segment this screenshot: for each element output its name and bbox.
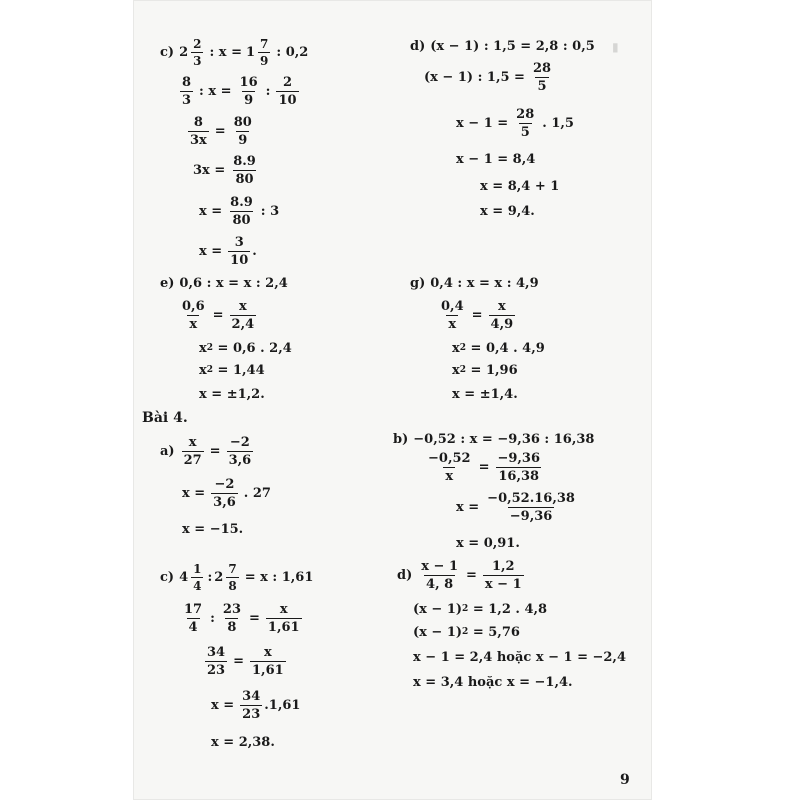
d1-line1: d) (x − 1) : 1,5 = 2,8 : 0,5 (410, 39, 595, 54)
d4-line4: x − 1 = 2,4 hoặc x − 1 = −2,4 (413, 650, 627, 665)
g1-line5: x = ±1,4. (452, 387, 518, 402)
c1-line5: x = $\frac{8.9}{80}$ : 3 (199, 195, 280, 228)
e1-line2: $\frac{0,6}{x}$ = $\frac{x}{2,4}$ (182, 299, 255, 332)
d4-line3: (x − 1) 2 = 5,76 (413, 625, 520, 640)
e1-line5: x = ±1,2. (199, 387, 265, 402)
c1-line3: $\frac{8}{3x}$ = $\frac{80}{9}$ (190, 115, 252, 148)
c1-line6: x = $\frac{3}{10}$ . (199, 235, 257, 268)
c4-line1: c) 4 $\frac{1}{4}$ : 2 $\frac{7}{8}$ = x : 1,61 (160, 562, 314, 593)
e1-line4: x 2 = 1,44 (199, 363, 265, 378)
a4-line3: x = −15. (182, 522, 244, 537)
g1-line4: x 2 = 1,96 (452, 363, 518, 378)
b4-line4: x = 0,91. (456, 536, 520, 551)
g1-line2: $\frac{0,4}{x}$ = $\frac{x}{4,9}$ (441, 299, 514, 332)
b4-line2: $\frac{-0,52}{x}$ = $\frac{-9,36}{16,38}$ (428, 451, 541, 484)
c4-line2: $\frac{17}{4}$ : $\frac{23}{8}$ = $\frac{x}{1,61}$ (184, 602, 300, 635)
d1-line3: x − 1 = $\frac{28}{5}$ . 1,5 (456, 107, 574, 140)
c4-line5: x = 2,38. (211, 735, 275, 750)
bleed-through: ▮ (612, 40, 619, 54)
b4-line3: x = $\frac{-0,52.16,38}{-9,36}$ (456, 491, 575, 524)
a4-line1: a) $\frac{x}{27}$ = $\frac{-2}{3,6}$ (160, 435, 252, 468)
g1-line3: x 2 = 0,4 . 4,9 (452, 341, 545, 356)
d1-line4: x − 1 = 8,4 (456, 152, 536, 167)
c4-line3: $\frac{34}{23}$ = $\frac{x}{1,61}$ (207, 645, 284, 678)
c1-line2: $\frac{8}{3}$ : x = $\frac{16}{9}$ : $\frac{2}{10}$ (182, 75, 297, 108)
c1-line1: c) 2 $\frac{2}{3}$ : x = 1 $\frac{7}{9}$ : 0,2 (160, 37, 309, 68)
c1-line4: 3x = $\frac{8.9}{80}$ (193, 154, 256, 187)
section-heading-bai-4: Bài 4. (142, 410, 188, 426)
c4-line4: x = $\frac{34}{23}$ .1,61 (211, 689, 301, 722)
d1-line6: x = 9,4. (480, 204, 535, 219)
d4-line1: d) $\frac{x - 1}{4, 8}$ = $\frac{1,2}{x - 1}$ (397, 559, 522, 592)
d4-line2: (x − 1) 2 = 1,2 . 4,8 (413, 602, 548, 617)
d1-line5: x = 8,4 + 1 (480, 179, 560, 194)
e1-line3: x 2 = 0,6 . 2,4 (199, 341, 292, 356)
d1-line2: (x − 1) : 1,5 = $\frac{28}{5}$ (424, 61, 552, 94)
a4-line2: x = $\frac{-2}{3,6}$ . 27 (182, 477, 271, 510)
b4-line1: b) −0,52 : x = −9,36 : 16,38 (393, 432, 595, 447)
g1-line1: g) 0,4 : x = x : 4,9 (410, 276, 539, 291)
page-number: 9 (620, 772, 630, 788)
e1-line1: e) 0,6 : x = x : 2,4 (160, 276, 288, 291)
d4-line5: x = 3,4 hoặc x = −1,4. (413, 675, 573, 690)
